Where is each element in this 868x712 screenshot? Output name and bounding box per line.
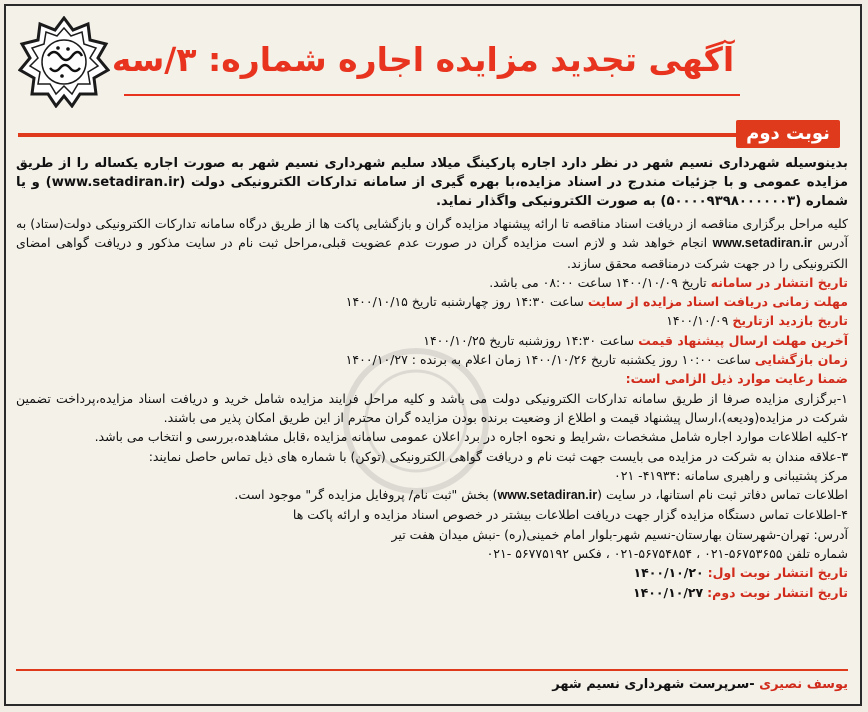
title-underline bbox=[124, 94, 740, 96]
support-contact: مرکز پشتیبانی و راهبری سامانه :۴۱۹۳۴- ۰۲۱ bbox=[614, 467, 848, 483]
registration-link[interactable]: www.setadiran.ir bbox=[497, 488, 598, 503]
publish-date: ۱۴۰۰/۱۰/۲۷ bbox=[633, 584, 704, 600]
note-3: ۳-علاقه مندان به شرکت در مزایده می بایست جهت ثبت نام و دریافت گواهی الکترونیکی (توکن) با شماره های ذیل تماس حاصل نمایند: bbox=[148, 448, 848, 464]
note-4: ۴-اطلاعات تماس دستگاه مزایده گزار جهت دریافت اطلاعات بیشتر در خصوص اسناد مزایده و ارائه پاکت ها bbox=[292, 507, 848, 523]
badge-divider bbox=[18, 133, 736, 137]
publish-first bbox=[16, 563, 848, 582]
signer-title: -سرپرست شهرداری نسیم شهر bbox=[552, 677, 755, 692]
publish-label: تاریخ انتشار نوبت اول: bbox=[707, 565, 848, 581]
date-label: زمان بازگشایی bbox=[754, 352, 848, 368]
date-row-visit bbox=[16, 311, 848, 330]
date-row-docs-deadline bbox=[16, 292, 848, 311]
advertisement-title: آگهی تجدید مزایده اجاره شماره: ۳/سه bbox=[111, 40, 735, 79]
note-1: ۱-برگزاری مزایده صرفا از طریق سامانه تدارکات الکترونیکی دولت می باشد و کلیه مراحل فرایند مزایده شامل خرید و دریافت اسناد مزایده،پرداخت تضمین شرکت در مزایده(ودیعه)،ارسال پیشنهاد قیمت و اطلاع از وضعیت برنده بودن مزایده گران محترم از این طریق امکان پذیر می باشند. bbox=[16, 390, 848, 425]
intro-paragraph: بدینوسیله شهرداری نسیم شهر در نظر دارد اجاره پارکینگ میلاد سلیم شهرداری نسیم شهر به صورت اجاره یکساله را از طریق مزایده عمومی و با جزئیات مندرج در اسناد مزایده،با بهره گیری از سامانه تدارکات الکترونیکی دولت (www.setadiran.ir) و یا شماره (۵۰۰۰۰۹۳۹۸۰۰۰۰۰۰۳) به صورت الکترونیکی واگذار نماید. bbox=[16, 156, 849, 209]
phone-numbers: شماره تلفن ۵۶۷۵۳۶۵۵-۰۲۱ ، ۵۶۷۵۴۸۵۴-۰۲۱ ، فکس ۵۶۷۷۵۱۹۲ -۰۲۱ bbox=[486, 546, 848, 562]
signature bbox=[16, 669, 848, 692]
procedure-paragraph bbox=[16, 214, 848, 273]
date-row-publish bbox=[16, 273, 848, 292]
signer-name: یوسف نصیری bbox=[759, 677, 848, 692]
date-value: ساعت ۱۴:۳۰ روز چهارشنبه تاریخ ۱۴۰۰/۱۰/۱۵ bbox=[345, 294, 584, 310]
registration-text-1: اطلاعات تماس دفاتر ثبت نام استانها، در سایت ( bbox=[597, 487, 848, 503]
address: آدرس: تهران-شهرستان بهارستان-نسیم شهر-بلوار امام خمینی(ره) -نبش میدان هفت تیر bbox=[391, 526, 848, 542]
procedure-text-2: انجام خواهد شد و لازم است مزایده گران در صورت عدم عضویت قبلی،مراحل ثبت نام در سایت مذکور و دریافت گواهی امضای الکترونیکی را در جهت شرکت درمناقصه محقق سازند. bbox=[16, 235, 848, 271]
publish-second bbox=[16, 583, 848, 602]
note-2: ۲-کلیه اطلاعات موارد اجاره شامل مشخصات ،شرایط و نحوه اجاره در برد اعلان عمومی سامانه مزایده ،قابل مشاهده،بررسی و انتخاب می باشد. bbox=[94, 429, 848, 445]
publish-date: ۱۴۰۰/۱۰/۲۰ bbox=[633, 565, 704, 581]
setadiran-link[interactable]: www.setadiran.ir bbox=[712, 236, 813, 251]
date-label: تاریخ بازدید ازتاریخ bbox=[732, 313, 848, 329]
registration-offices bbox=[16, 485, 848, 505]
round-badge: نوبت دوم bbox=[736, 120, 840, 148]
registration-text-2: ) بخش "ثبت نام/ پروفایل مزایده گر" موجود است. bbox=[234, 487, 498, 503]
date-label: آخرین مهلت ارسال پیشنهاد قیمت bbox=[638, 332, 848, 348]
advertisement-body bbox=[16, 154, 848, 602]
publish-label: تاریخ انتشار نوبت دوم: bbox=[707, 584, 848, 600]
date-value: ۱۴۰۰/۱۰/۰۹ bbox=[666, 313, 729, 329]
date-label: تاریخ انتشار در سامانه bbox=[710, 274, 848, 290]
advertisement-page bbox=[4, 4, 862, 706]
date-value: تاریخ ۱۴۰۰/۱۰/۰۹ ساعت ۰۸:۰۰ می باشد. bbox=[489, 274, 707, 290]
procedure-text-1: کلیه مراحل برگزاری مناقصه از دریافت اسناد مناقصه تا ارائه پیشنهاد مزایده گران و بازگشایی پاکت ها از طریق درگاه سامانه تدارکات الکترونیکی دولت(ستاد) به آدرس bbox=[16, 216, 848, 251]
date-row-bid-deadline bbox=[16, 331, 848, 350]
date-value: ساعت ۱۴:۳۰ روزشنبه تاریخ ۱۴۰۰/۱۰/۲۵ bbox=[423, 332, 635, 348]
notes-heading: ضمنا رعایت موارد ذیل الزامی است: bbox=[625, 371, 848, 387]
date-row-opening bbox=[16, 350, 848, 369]
date-label: مهلت زمانی دریافت اسناد مزایده از سایت bbox=[587, 294, 848, 310]
municipality-logo bbox=[18, 16, 110, 108]
date-value: ساعت ۱۰:۰۰ روز یکشنبه تاریخ ۱۴۰۰/۱۰/۲۶ زمان اعلام به برنده : ۱۴۰۰/۱۰/۲۷ bbox=[345, 352, 751, 368]
